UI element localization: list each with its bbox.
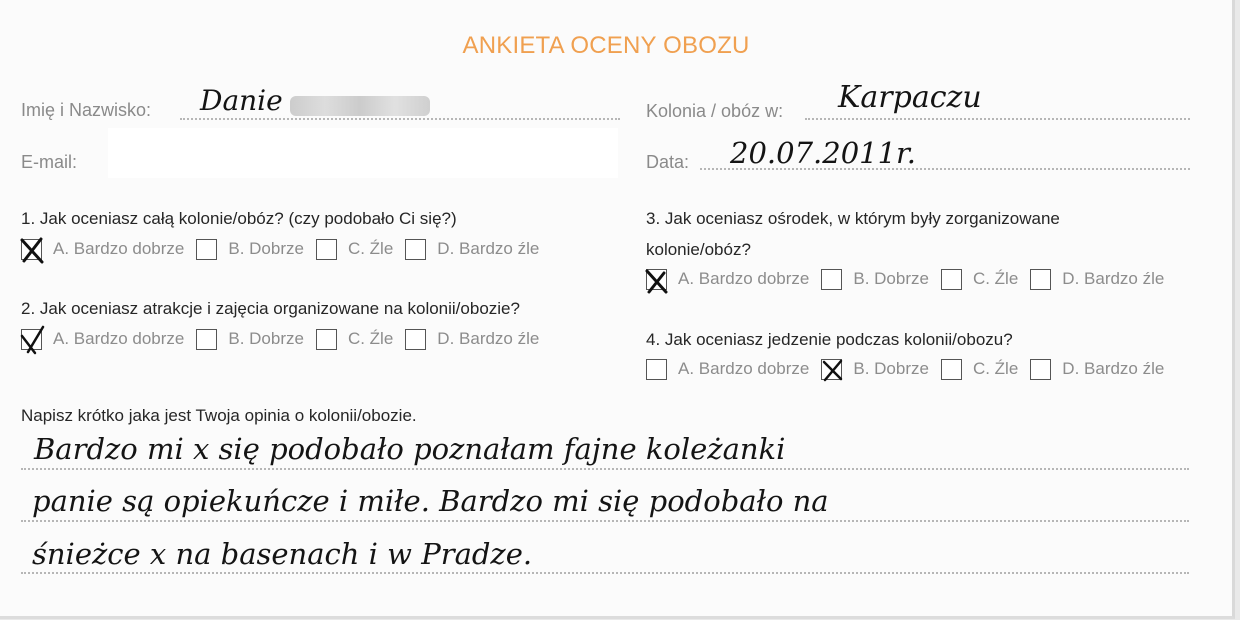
q4-option-b[interactable] <box>821 359 929 380</box>
q1-checkbox-c[interactable] <box>316 239 337 260</box>
q1-checkbox-a[interactable] <box>21 239 42 260</box>
name-line <box>180 118 620 120</box>
name-label: Imię i Nazwisko: <box>21 100 152 120</box>
q4-option-c-label: C. Źle <box>972 359 1019 378</box>
q4-option-a[interactable] <box>646 359 809 380</box>
name-handwriting: Danie <box>200 84 283 117</box>
q1-options <box>21 236 551 262</box>
q4-checkbox-b[interactable] <box>821 359 842 380</box>
opinion-line-3 <box>21 572 1189 574</box>
q3-checkbox-b[interactable] <box>821 269 842 290</box>
date-handwriting: 20.07.2011r. <box>730 136 916 170</box>
q2-option-b[interactable] <box>196 329 304 350</box>
check-x-icon <box>19 237 46 264</box>
opinion-handwriting-1: Bardzo mi x się podobało poznałam fajne koleżanki <box>34 432 786 466</box>
question-3-line-2: kolonie/obóz? <box>646 240 751 259</box>
q4-option-b-label: B. Dobrze <box>853 359 929 378</box>
q2-checkbox-d[interactable] <box>405 329 426 350</box>
q1-option-b[interactable] <box>196 239 304 260</box>
q1-option-d-label: D. Bardzo źle <box>437 239 540 258</box>
check-x-icon <box>644 267 671 294</box>
camp-handwriting: Karpaczu <box>838 80 982 115</box>
q2-option-c-label: C. Źle <box>347 329 394 348</box>
q1-option-c-label: C. Źle <box>347 239 394 258</box>
q3-checkbox-a[interactable] <box>646 269 667 290</box>
q1-checkbox-d[interactable] <box>405 239 426 260</box>
q3-option-c[interactable] <box>941 269 1018 290</box>
q2-checkbox-b[interactable] <box>196 329 217 350</box>
q4-options <box>646 356 1176 382</box>
camp-label: Kolonia / obóz w: <box>646 101 784 121</box>
check-x-icon <box>819 357 846 384</box>
q4-checkbox-a[interactable] <box>646 359 667 380</box>
q1-option-d[interactable] <box>405 239 539 260</box>
date-label: Data: <box>646 152 690 172</box>
opinion-handwriting-2: panie są opiekuńcze i miłe. Bardzo mi się podobało na <box>32 484 829 518</box>
q1-option-c[interactable] <box>316 239 393 260</box>
opinion-handwriting-3: śnieżce x na basenach i w Pradze. <box>32 537 533 571</box>
opinion-line-2 <box>21 520 1189 522</box>
q1-checkbox-b[interactable] <box>196 239 217 260</box>
email-label: E-mail: <box>21 152 78 172</box>
q4-option-c[interactable] <box>941 359 1018 380</box>
q3-option-d[interactable] <box>1030 269 1164 290</box>
q1-option-a-label: A. Bardzo dobrze <box>53 239 185 258</box>
q3-option-a[interactable] <box>646 269 809 290</box>
q3-option-b-label: B. Dobrze <box>853 269 929 288</box>
q4-checkbox-d[interactable] <box>1030 359 1051 380</box>
q3-checkbox-d[interactable] <box>1030 269 1051 290</box>
q2-option-a[interactable] <box>21 329 184 350</box>
question-3-line-1: 3. Jak oceniasz ośrodek, w którym były zorganizowane <box>646 209 1060 228</box>
q2-options <box>21 326 551 352</box>
check-x-icon <box>19 327 46 354</box>
q4-checkbox-c[interactable] <box>941 359 962 380</box>
name-redaction-blur <box>290 96 430 116</box>
q3-option-a-label: A. Bardzo dobrze <box>678 269 810 288</box>
opinion-prompt: Napisz krótko jaka jest Twoja opinia o kolonii/obozie. <box>21 406 417 425</box>
question-2: 2. Jak oceniasz atrakcje i zajęcia organizowane na kolonii/obozie? <box>21 299 520 318</box>
q2-option-a-label: A. Bardzo dobrze <box>53 329 185 348</box>
q3-options <box>646 266 1176 292</box>
q4-option-d[interactable] <box>1030 359 1164 380</box>
question-1: 1. Jak oceniasz całą kolonie/obóz? (czy podobało Ci się?) <box>21 209 457 228</box>
q2-checkbox-a[interactable] <box>21 329 42 350</box>
question-4: 4. Jak oceniasz jedzenie podczas kolonii/obozu? <box>646 330 1013 349</box>
opinion-line-1 <box>21 468 1189 470</box>
q2-option-d-label: D. Bardzo źle <box>437 329 540 348</box>
q1-option-b-label: B. Dobrze <box>228 239 304 258</box>
q2-checkbox-c[interactable] <box>316 329 337 350</box>
q4-option-a-label: A. Bardzo dobrze <box>678 359 810 378</box>
q3-option-b[interactable] <box>821 269 929 290</box>
q2-option-b-label: B. Dobrze <box>228 329 304 348</box>
q2-option-d[interactable] <box>405 329 539 350</box>
email-redaction <box>108 128 618 178</box>
q3-checkbox-c[interactable] <box>941 269 962 290</box>
camp-line <box>805 118 1190 120</box>
form-title: ANKIETA OCENY OBOZU <box>462 32 750 59</box>
q3-option-d-label: D. Bardzo źle <box>1062 269 1165 288</box>
q2-option-c[interactable] <box>316 329 393 350</box>
q1-option-a[interactable] <box>21 239 184 260</box>
q4-option-d-label: D. Bardzo źle <box>1062 359 1165 378</box>
q3-option-c-label: C. Źle <box>972 269 1019 288</box>
